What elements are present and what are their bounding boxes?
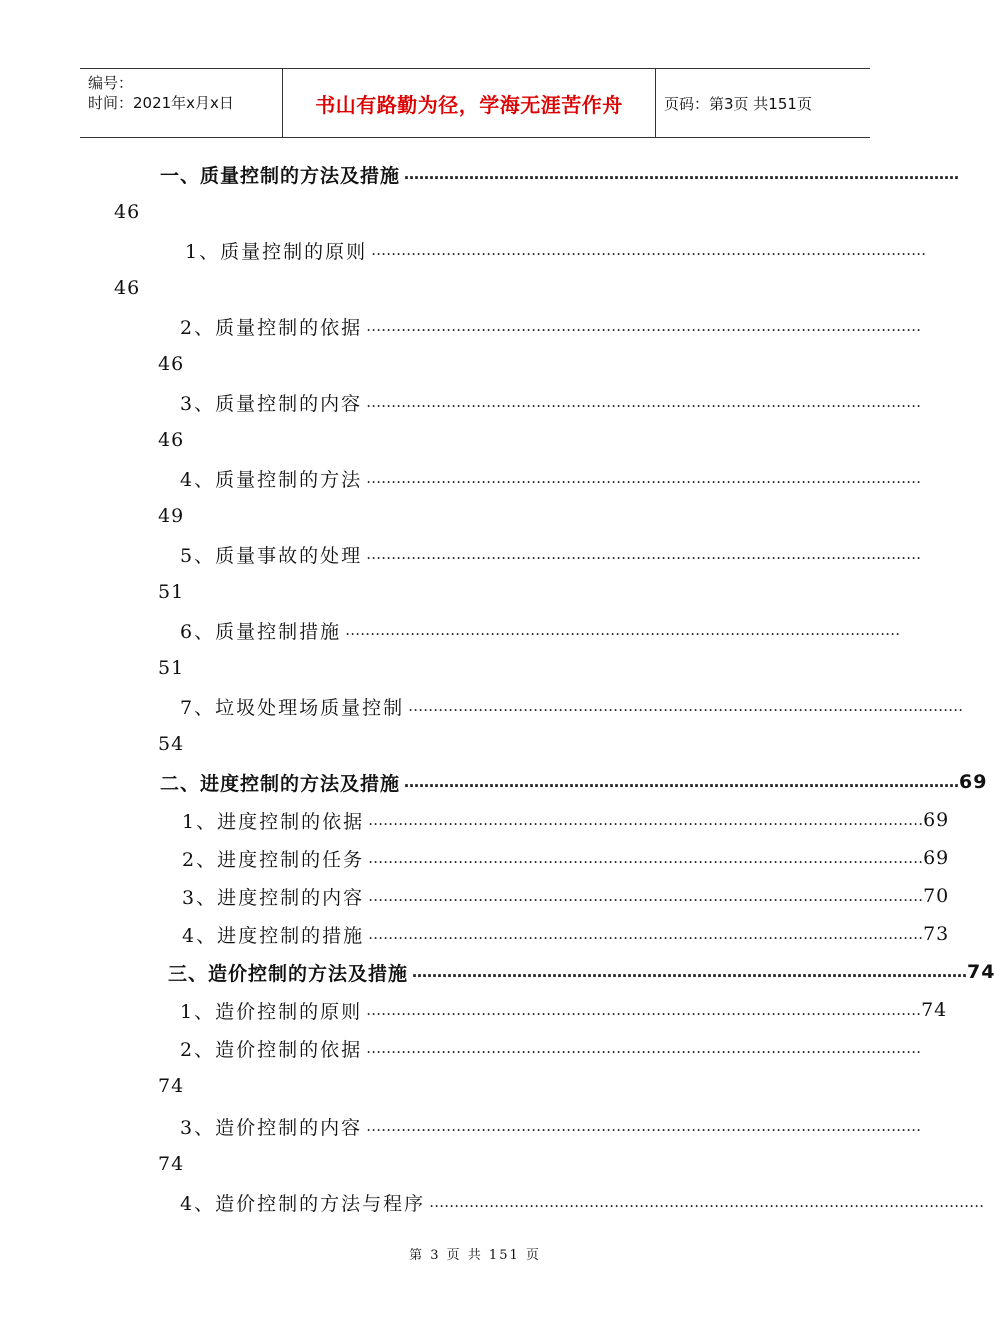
toc-entry-page: 70 (923, 885, 950, 907)
toc-entry-label: 6、质量控制措施 (180, 620, 342, 643)
toc-entry-3-3[interactable] (180, 1112, 922, 1140)
document-date: 时间：2021年x月x日 (88, 94, 234, 112)
toc-entry-3-2[interactable] (180, 1034, 922, 1062)
toc-entry-page: 46 (158, 353, 185, 375)
header-meta (80, 69, 283, 137)
toc-leader-dots: ………………………………………………………………………………………………… (408, 697, 964, 715)
toc-entry-page: 69 (923, 809, 950, 831)
toc-entry-label: 3、进度控制的内容 (182, 886, 365, 909)
toc-entry-label: 5、质量事故的处理 (180, 544, 363, 567)
toc-leader-dots: ………………………………………………………………………………………………… (366, 1001, 922, 1019)
toc-entry-label: 2、进度控制的任务 (182, 848, 365, 871)
toc-entry-page: 46 (114, 277, 141, 299)
toc-entry-page: 74 (158, 1075, 185, 1097)
toc-entry-page: 74 (921, 999, 948, 1021)
toc-entry-label: 1、质量控制的原则 (185, 240, 368, 263)
toc-entry-page: 49 (158, 505, 185, 527)
toc-leader-dots: ………………………………………………………………………………………………… (366, 393, 922, 411)
toc-entry-section-2[interactable] (160, 768, 988, 796)
toc-leader-dots: ………………………………………………………………………………………………… (366, 1117, 922, 1135)
toc-leader-dots: ………………………………………………………………………………………………… (368, 811, 924, 829)
toc-entry-3-4[interactable] (180, 1188, 985, 1216)
toc-leader-dots: ………………………………………………………………………………………………… (412, 963, 968, 981)
toc-entry-label: 二、进度控制的方法及措施 (160, 772, 401, 795)
toc-entry-1-6[interactable] (180, 616, 901, 644)
toc-entry-2-1[interactable] (182, 806, 950, 834)
page-footer: 第 3 页 共 151 页 (409, 1248, 541, 1263)
toc-entry-page: 54 (158, 733, 185, 755)
toc-entry-3-1[interactable] (180, 996, 948, 1024)
toc-leader-dots: ………………………………………………………………………………………………… (404, 165, 960, 183)
toc-entry-1-2[interactable] (180, 312, 922, 340)
toc-leader-dots: ………………………………………………………………………………………………… (371, 241, 927, 259)
toc-entry-page: 51 (158, 581, 185, 603)
toc-leader-dots: ………………………………………………………………………………………………… (368, 887, 924, 905)
toc-entry-page: 69 (959, 771, 988, 793)
toc-entry-page: 69 (923, 847, 950, 869)
toc-entry-label: 7、垃圾处理场质量控制 (180, 696, 405, 719)
toc-entry-label: 4、造价控制的方法与程序 (180, 1192, 426, 1215)
toc-entry-label: 三、造价控制的方法及措施 (168, 962, 409, 985)
toc-entry-label: 4、质量控制的方法 (180, 468, 363, 491)
toc-entry-label: 3、质量控制的内容 (180, 392, 363, 415)
toc-leader-dots: ………………………………………………………………………………………………… (368, 849, 924, 867)
page-header (80, 68, 870, 138)
toc-leader-dots: ………………………………………………………………………………………………… (366, 469, 922, 487)
toc-entry-label: 2、造价控制的依据 (180, 1038, 363, 1061)
toc-entry-1-3[interactable] (180, 388, 922, 416)
toc-entry-1-5[interactable] (180, 540, 922, 568)
toc-entry-label: 1、造价控制的原则 (180, 1000, 363, 1023)
toc-entry-page: 46 (114, 201, 141, 223)
toc-entry-page: 73 (923, 923, 950, 945)
toc-entry-label: 2、质量控制的依据 (180, 316, 363, 339)
toc-entry-2-3[interactable] (182, 882, 950, 910)
header-page-info: 页码：第3页 共151页 (664, 94, 812, 113)
toc-leader-dots: ………………………………………………………………………………………………… (366, 1039, 922, 1057)
toc-entry-page: 46 (158, 429, 185, 451)
toc-entry-2-4[interactable] (182, 920, 950, 948)
toc-leader-dots: ………………………………………………………………………………………………… (366, 545, 922, 563)
toc-entry-section-3[interactable] (168, 958, 995, 986)
toc-leader-dots: ………………………………………………………………………………………………… (366, 317, 922, 335)
toc-entry-1-7[interactable] (180, 692, 964, 720)
toc-entry-page: 74 (967, 961, 995, 983)
toc-entry-section-1[interactable] (160, 160, 960, 188)
toc-entry-label: 一、质量控制的方法及措施 (160, 164, 401, 187)
document-number-label: 编号： (88, 74, 134, 92)
toc-entry-label: 4、进度控制的措施 (182, 924, 365, 947)
toc-entry-label: 3、造价控制的内容 (180, 1116, 363, 1139)
toc-leader-dots: ………………………………………………………………………………………………… (345, 621, 901, 639)
toc-entry-2-2[interactable] (182, 844, 950, 872)
toc-entry-page: 74 (158, 1153, 185, 1175)
toc-entry-1-1[interactable] (185, 236, 927, 264)
toc-entry-label: 1、进度控制的依据 (182, 810, 365, 833)
header-motto: 书山有路勤为径，学海无涯苦作舟 (283, 69, 656, 137)
toc-leader-dots: ………………………………………………………………………………………………… (429, 1193, 985, 1211)
toc-leader-dots: ………………………………………………………………………………………………… (368, 925, 924, 943)
toc-leader-dots: ………………………………………………………………………………………………… (404, 773, 960, 791)
toc-entry-1-4[interactable] (180, 464, 922, 492)
toc-entry-page: 51 (158, 657, 185, 679)
